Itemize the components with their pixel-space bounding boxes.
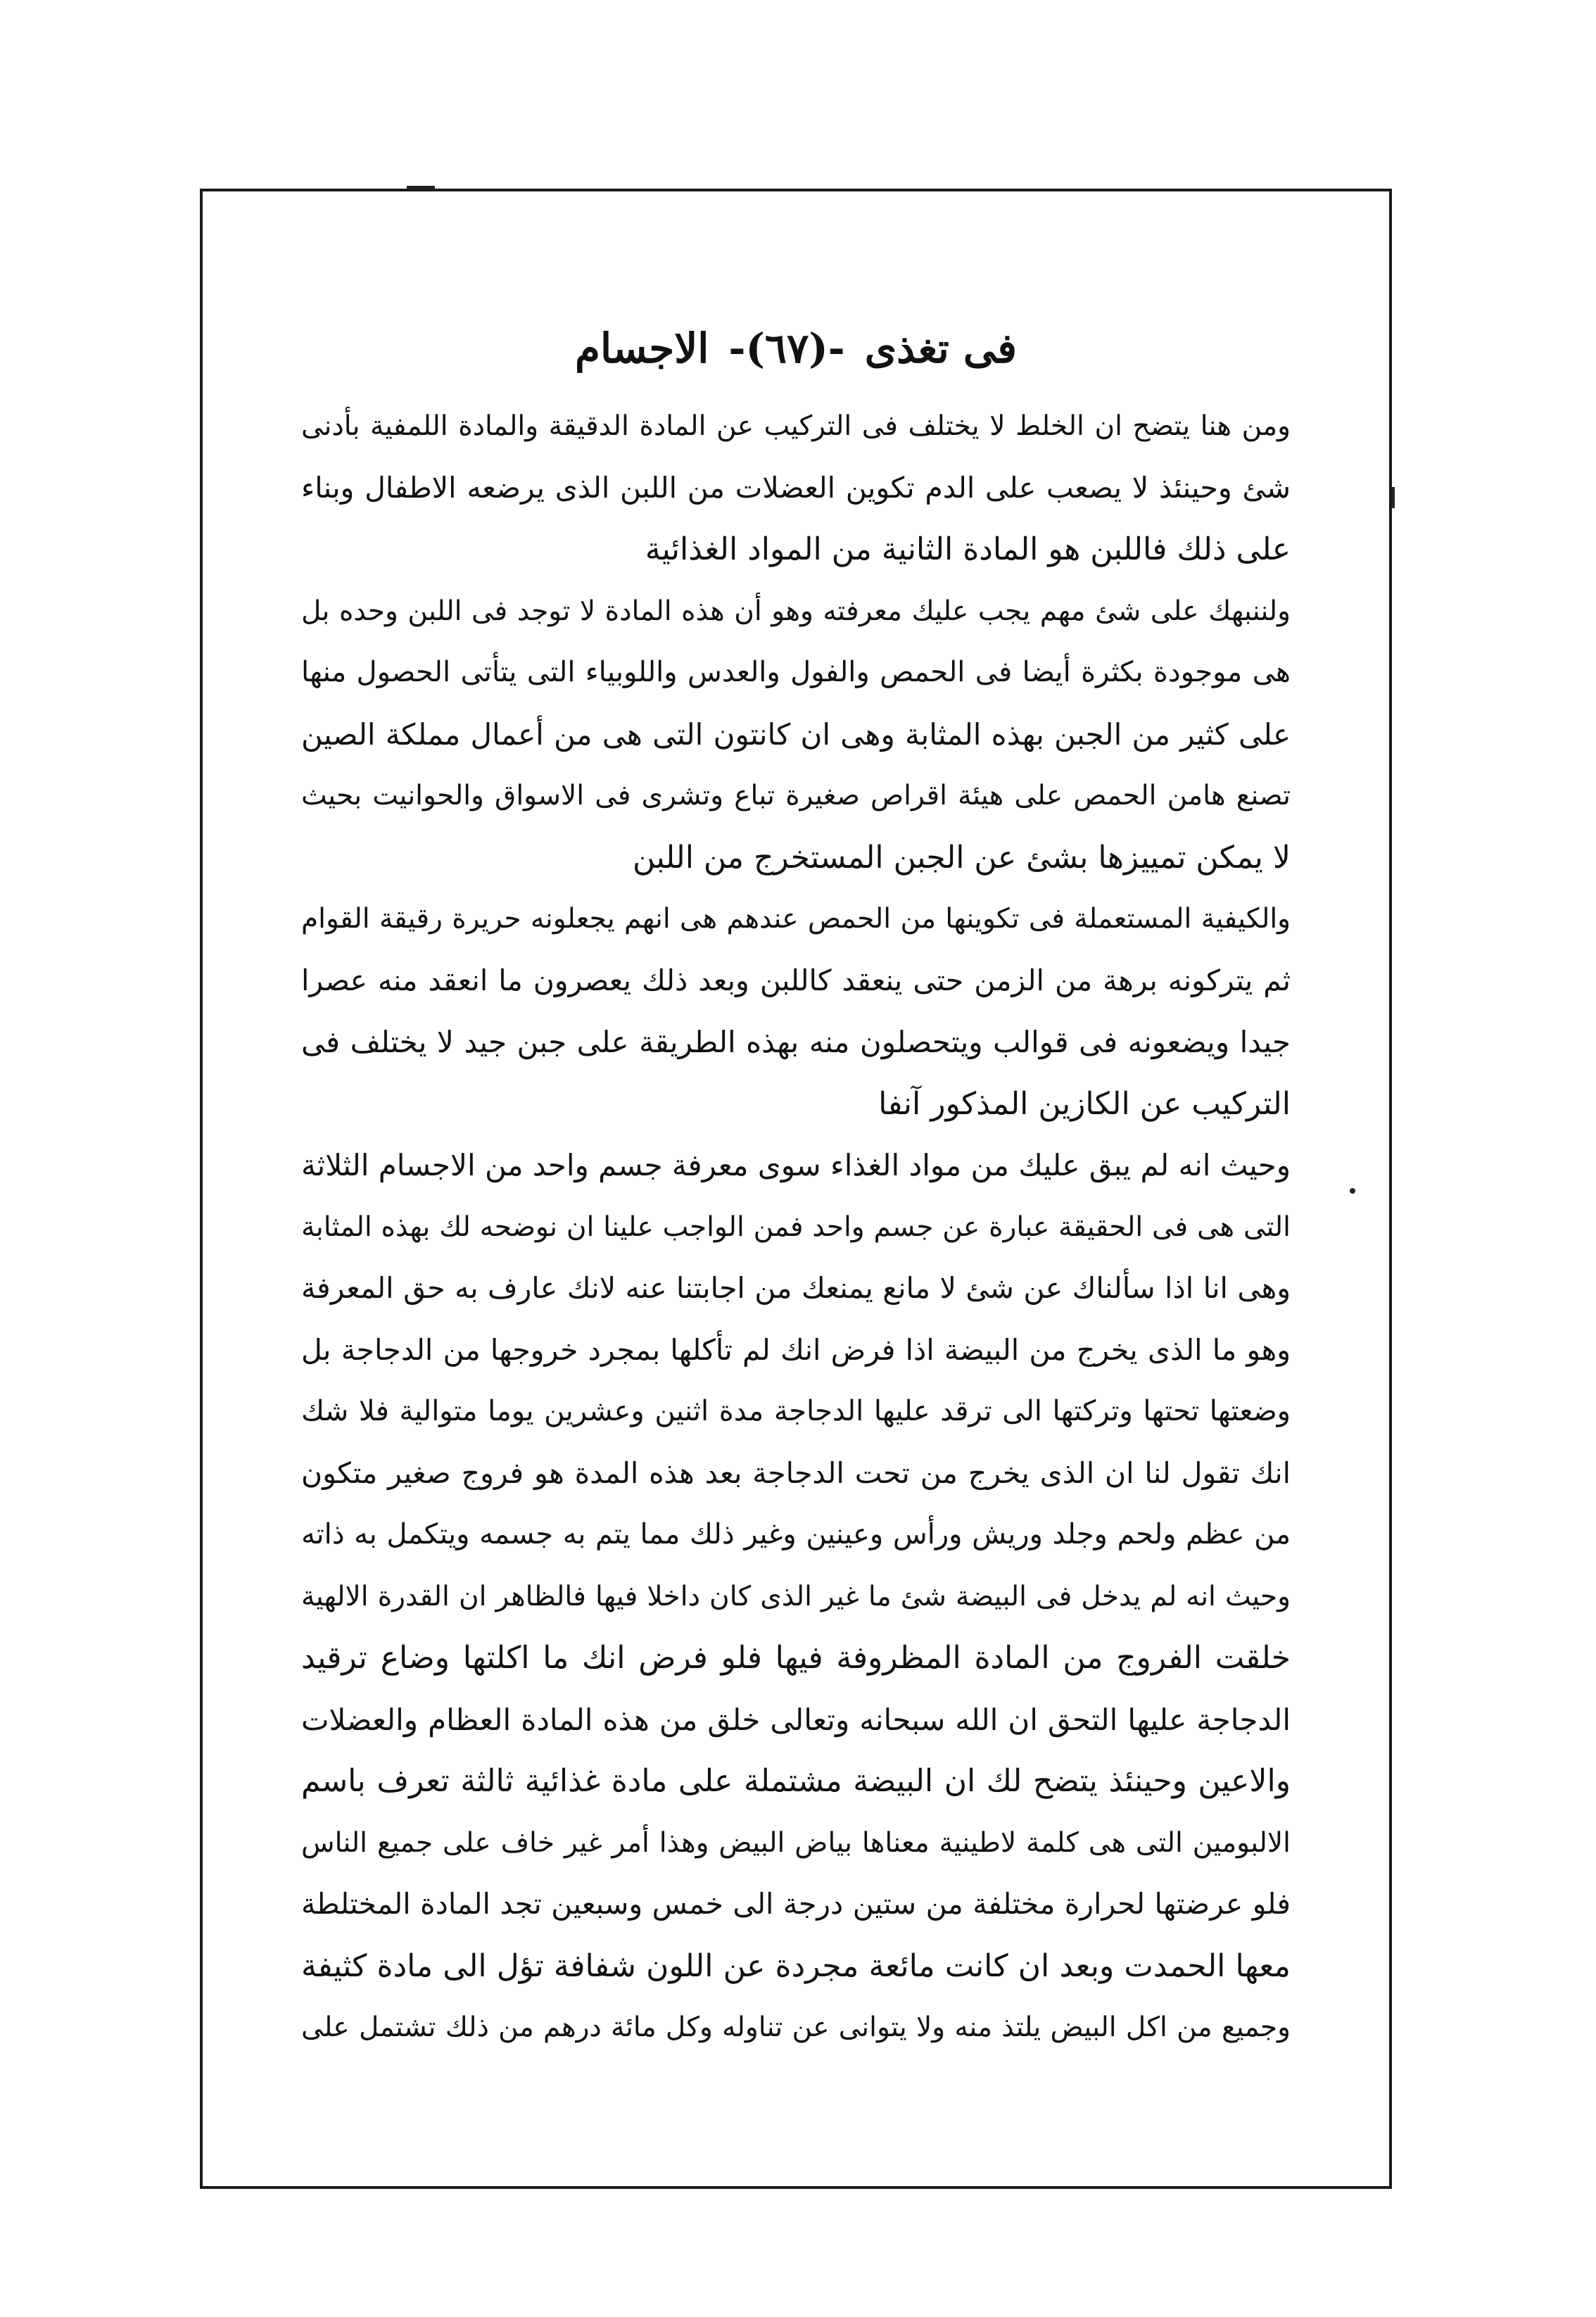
text-line: على كثير من الجبن بهذه المثابة وهى ان كانتون التى هى من أعمال مملكة الصين	[301, 716, 1291, 752]
text-line: شئ وحينئذ لا يصعب على الدم تكوين العضلات من اللبن الذى يرضعه الاطفال وبناء	[301, 470, 1291, 505]
text-line: التركيب عن الكازين المذكور آنفا	[878, 1085, 1291, 1122]
text-line: وجميع من اكل البيض يلتذ منه ولا يتوانى عن تناوله وكل مائة درهم من ذلك تشتمل على	[301, 2012, 1291, 2043]
margin-dot	[1350, 1188, 1355, 1194]
frame-tick-mark	[407, 186, 435, 189]
text-line: وهو ما الذى يخرج من البيضة اذا فرض انك لم تأكلها بمجرد خروجها من الدجاجة بل	[301, 1332, 1291, 1367]
text-line: خلقت الفروج من المادة المظروفة فيها فلو فرض انك ما اكلتها وضاع ترقيد	[301, 1640, 1291, 1676]
text-line: لا يمكن تمييزها بشئ عن الجبن المستخرج من اللبن	[632, 839, 1291, 876]
text-line: ثم يتركونه برهة من الزمن حتى ينعقد كاللبن وبعد ذلك يعصرون ما انعقد منه عصرا	[301, 963, 1291, 997]
body-text	[301, 396, 1291, 2059]
text-line: الالبومين التى هى كلمة لاطينية معناها بياض البيض وهذا أمر غير خاف على جميع الناس	[301, 1826, 1291, 1859]
text-line: التى هى فى الحقيقة عبارة عن جسم واحد فمن الواجب علينا ان نوضحه لك بهذه المثابة	[301, 1211, 1291, 1243]
text-line: هى موجودة بكثرة أيضا فى الحمص والفول والعدس واللوبياء التى يتأتى الحصول منها	[301, 656, 1291, 688]
frame-tick-mark	[1392, 487, 1395, 508]
text-line: والكيفية المستعملة فى تكوينها من الحمص عندهم هى انهم يجعلونه حريرة رقيقة القوام	[301, 903, 1291, 935]
running-head-left-word: فى تغذى	[864, 324, 1017, 372]
text-line: والاعين وحينئذ يتضح لك ان البيضة مشتملة على مادة غذائية ثالثة تعرف باسم	[301, 1763, 1291, 1799]
running-head-right-word: الاجسام	[575, 324, 709, 372]
text-line: الدجاجة عليها التحق ان الله سبحانه وتعالى خلق من هذه المادة العظام والعضلات	[301, 1702, 1291, 1737]
text-line: انك تقول لنا ان الذى يخرج من تحت الدجاجة بعد هذه المدة هو فروج صغير متكون	[301, 1456, 1291, 1490]
text-line: ومن هنا يتضح ان الخلط لا يختلف فى التركيب عن المادة الدقيقة والمادة اللمفية بأدنى	[301, 410, 1291, 442]
text-line: ولننبهك على شئ مهم يجب عليك معرفته وهو أن هذه المادة لا توجد فى اللبن وحده بل	[301, 595, 1291, 627]
text-line: وحيث انه لم يدخل فى البيضة شئ ما غير الذى كان داخلا فيها فالظاهر ان القدرة الالهية	[301, 1580, 1291, 1612]
text-line: على ذلك فاللبن هو المادة الثانية من المواد الغذائية	[645, 531, 1291, 567]
text-line: وحيث انه لم يبق عليك من مواد الغذاء سوى معرفة جسم واحد من الاجسام الثلاثة	[301, 1148, 1291, 1182]
page-number: -(٦٧)-	[728, 324, 845, 372]
running-head	[498, 317, 1094, 380]
text-line: جيدا ويضعونه فى قوالب ويتحصلون منه بهذه الطريقة على جبن جيد لا يختلف فى	[301, 1025, 1291, 1059]
page-frame	[200, 189, 1392, 2189]
text-line: معها الحمدت وبعد ان كانت مائعة مجردة عن اللون شفافة تؤل الى مادة كثيفة	[301, 1947, 1291, 1984]
text-line: وضعتها تحتها وتركتها الى ترقد عليها الدجاجة مدة اثنين وعشرين يوما متوالية فلا شك	[301, 1395, 1291, 1427]
text-line: تصنع هامن الحمص على هيئة اقراص صغيرة تباع وتشرى فى الاسواق والحوانيت بحيث	[301, 780, 1291, 812]
text-line: فلو عرضتها لحرارة مختلفة من ستين درجة الى خمس وسبعين تجد المادة المختلطة	[301, 1887, 1291, 1921]
text-line: من عظم ولحم وجلد وريش ورأس وعينين وغير ذلك مما يتم به جسمه ويتكمل به ذاته	[301, 1518, 1291, 1551]
text-line: وهى انا اذا سألناك عن شئ لا مانع يمنعك من اجابتنا عنه لانك عارف به حق المعرفة	[301, 1271, 1291, 1305]
